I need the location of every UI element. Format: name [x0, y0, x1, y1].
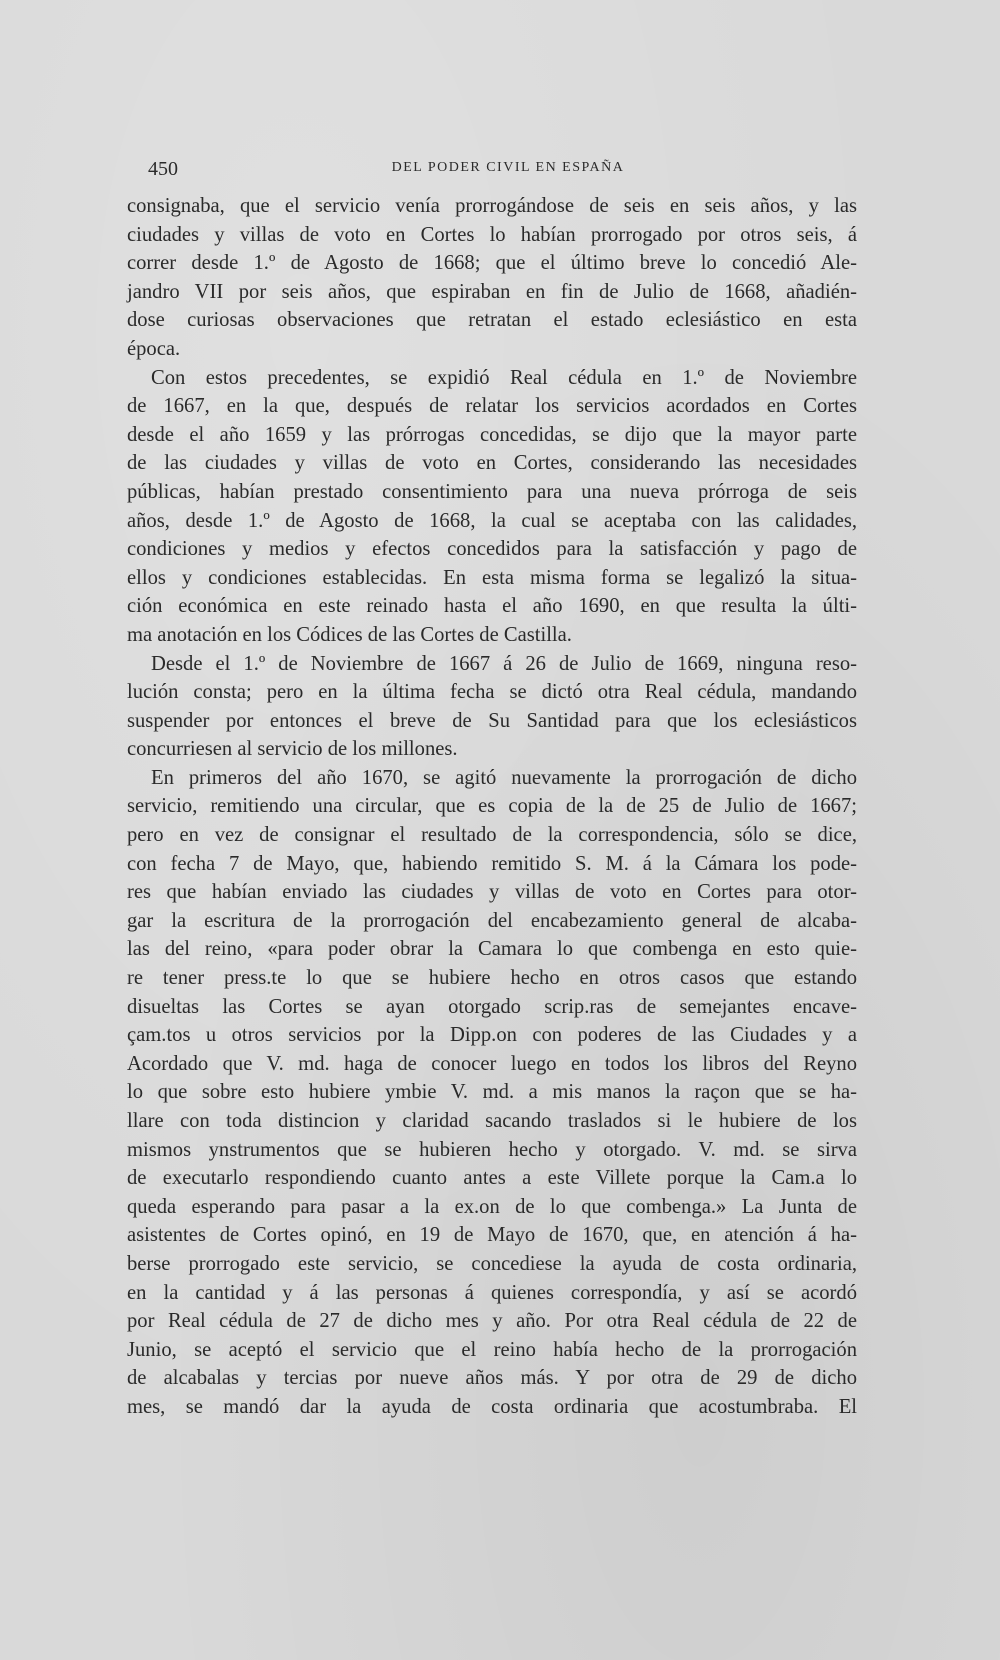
text-line: Desde el 1.º de Noviembre de 1667 á 26 de Julio de 1669, ninguna reso- — [151, 652, 857, 675]
text-line: de executarlo respondiendo cuanto antes a este Villete porque la Cam.a lo — [127, 1167, 857, 1190]
text-line: desde el año 1659 y las prórrogas concedidas, se dijo que la mayor parte — [127, 423, 857, 446]
text-line: por Real cédula de 27 de dicho mes y año. Por otra Real cédula de 22 de — [127, 1310, 857, 1333]
text-line: de alcabalas y tercias por nueve años más. Y por otra de 29 de dicho — [127, 1367, 857, 1390]
text-line: mes, se mandó dar la ayuda de costa ordinaria que acostumbraba. El — [127, 1395, 857, 1418]
text-line: mismos ynstrumentos que se hubieren hecho y otorgado. V. md. se sirva — [127, 1138, 857, 1161]
text-line: dose curiosas observaciones que retratan el estado eclesiástico en esta — [127, 309, 857, 332]
text-line: con fecha 7 de Mayo, que, habiendo remitido S. M. á la Cámara los pode- — [127, 852, 857, 875]
text-line: concurriesen al servicio de los millones. — [127, 738, 458, 761]
running-head — [148, 158, 868, 182]
text-line: re tener press.te lo que se hubiere hecho en otros casos que estando — [127, 967, 857, 990]
header-title: DEL PODER CIVIL EN ESPAÑA — [391, 160, 625, 175]
text-line: ciudades y villas de voto en Cortes lo habían prorrogado por otros seis, á — [127, 223, 857, 246]
text-line: Acordado que V. md. haga de conocer luego en todos los libros del Reyno — [127, 1052, 857, 1075]
text-line: jandro VII por seis años, que espiraban en fin de Julio de 1668, añadién- — [127, 280, 857, 303]
text-line: ción económica en este reinado hasta el año 1690, en que resulta la últi- — [127, 595, 857, 618]
text-line: llare con toda distincion y claridad sacando traslados si le hubiere de los — [127, 1110, 857, 1132]
text-line: disueltas las Cortes se ayan otorgado scrip.ras de semejantes encave- — [127, 995, 857, 1018]
body-text — [127, 192, 857, 1422]
text-line: consignaba, que el servicio venía prorrogándose de seis en seis años, y las — [127, 195, 857, 217]
text-line: lo que sobre esto hubiere ymbie V. md. a mis manos la raçon que se ha- — [127, 1081, 857, 1104]
text-line: ma anotación en los Códices de las Cortes de Castilla. — [127, 623, 572, 646]
text-line: En primeros del año 1670, se agitó nuevamente la prorrogación de dicho — [151, 766, 857, 789]
text-line: çam.tos u otros servicios por la Dipp.on con poderes de las Ciudades y a — [127, 1024, 857, 1047]
text-line: res que habían enviado las ciudades y villas de voto en Cortes para otor- — [127, 881, 857, 904]
text-line: ellos y condiciones establecidas. En esta misma forma se legalizó la situa- — [127, 566, 857, 589]
text-line: condiciones y medios y efectos concedidos para la satisfacción y pago de — [127, 538, 857, 561]
text-line: suspender por entonces el breve de Su Santidad para que los eclesiásticos — [127, 709, 857, 732]
text-line: gar la escritura de la prorrogación del encabezamiento general de alcaba- — [127, 909, 857, 932]
text-line: época. — [127, 337, 181, 360]
text-line: en la cantidad y á las personas á quienes correspondía, y así se acordó — [127, 1281, 857, 1304]
text-line: servicio, remitiendo una circular, que es copia de la de 25 de Julio de 1667; — [127, 795, 857, 818]
text-line: pero en vez de consignar el resultado de la correspondencia, sólo se dice, — [127, 824, 857, 847]
text-line: las del reino, «para poder obrar la Camara lo que combenga en esto quie- — [127, 938, 857, 961]
text-line: Con estos precedentes, se expidió Real cédula en 1.º de Noviembre — [151, 366, 857, 389]
text-line: de las ciudades y villas de voto en Cortes, considerando las necesidades — [127, 452, 857, 475]
text-line: de 1667, en la que, después de relatar los servicios acordados en Cortes — [127, 395, 857, 418]
text-line: asistentes de Cortes opinó, en 19 de Mayo de 1670, que, en atención á ha- — [127, 1224, 857, 1247]
text-line: lución consta; pero en la última fecha se dictó otra Real cédula, mandando — [127, 681, 857, 704]
page-number: 450 — [148, 158, 178, 180]
text-line: Junio, se aceptó el servicio que el reino había hecho de la prorrogación — [127, 1338, 857, 1361]
text-line: públicas, habían prestado consentimiento para una nueva prórroga de seis — [127, 480, 857, 503]
text-line: queda esperando para pasar a la ex.on de lo que combenga.» La Junta de — [127, 1195, 857, 1218]
text-line: berse prorrogado este servicio, se concediese la ayuda de costa ordinaria, — [127, 1252, 857, 1275]
text-line: años, desde 1.º de Agosto de 1668, la cual se aceptaba con las calidades, — [127, 509, 857, 532]
text-line: correr desde 1.º de Agosto de 1668; que el último breve lo concedió Ale- — [127, 252, 857, 275]
